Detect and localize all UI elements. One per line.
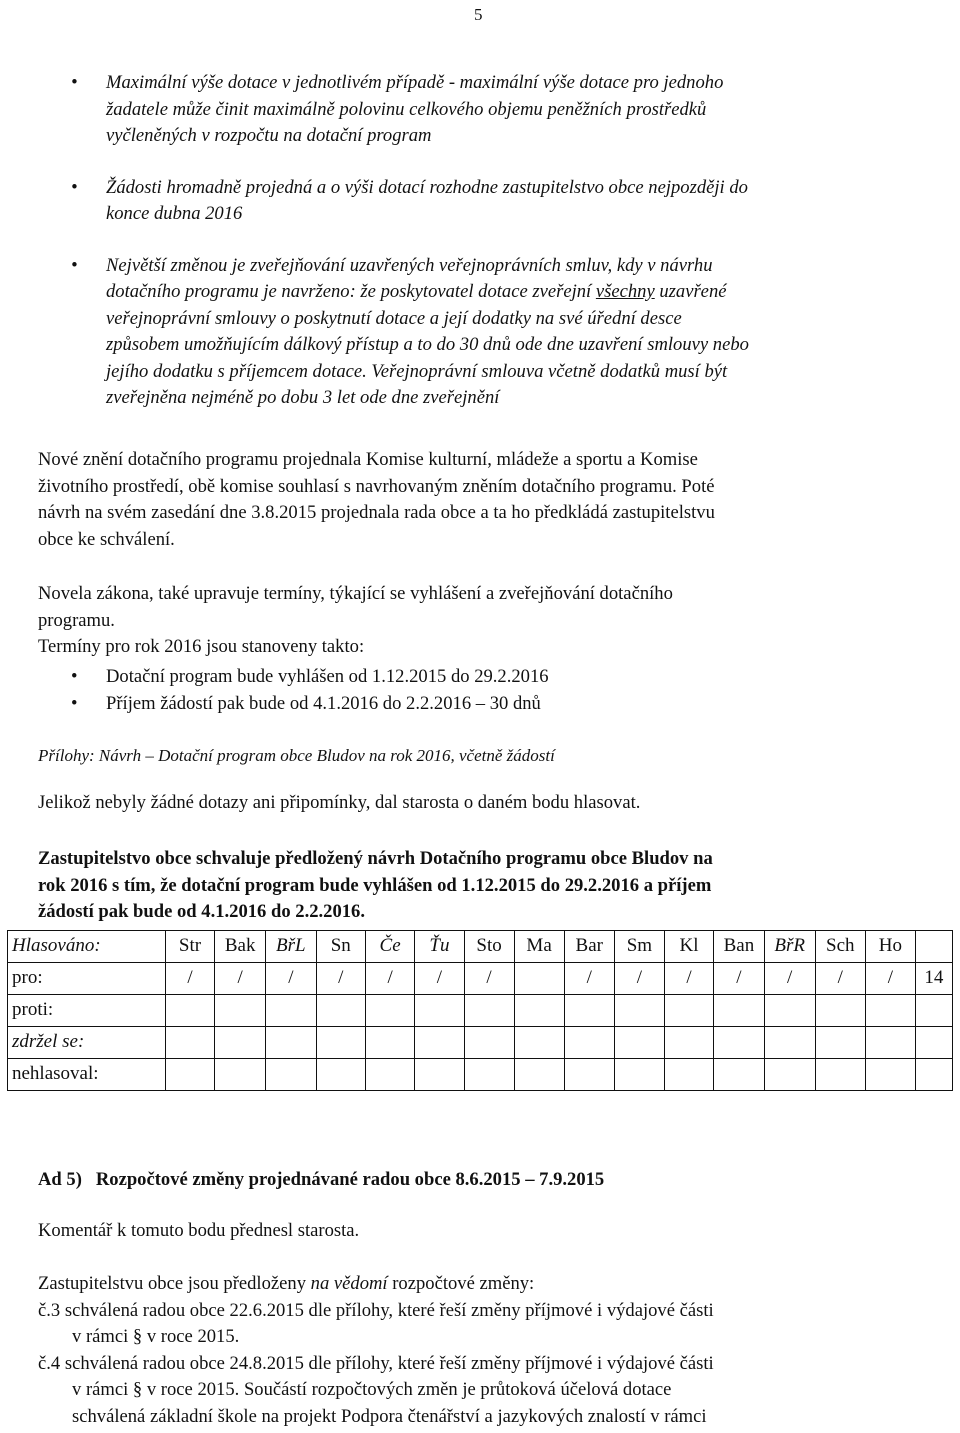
vote-mark: / <box>165 963 215 995</box>
bullet-line: konce dubna 2016 <box>106 203 243 224</box>
vote-mark <box>266 1027 317 1059</box>
vote-mark <box>564 1027 614 1059</box>
vote-mark: / <box>266 963 317 995</box>
paragraph-commission <box>38 447 928 553</box>
vote-mark <box>316 1059 365 1091</box>
bullet-line: veřejnoprávní smlouvy o poskytnutí dotace a její dodatky na své úřední desce <box>106 307 682 329</box>
member-cell: Ho <box>866 931 916 963</box>
vote-row-not-voted <box>8 1059 953 1091</box>
paragraph-presented <box>38 1271 928 1430</box>
bullet-list-terms <box>38 664 928 717</box>
vote-mark <box>215 995 266 1027</box>
vote-mark: / <box>764 963 815 995</box>
member-cell: Ban <box>714 931 765 963</box>
vote-mark <box>165 1059 215 1091</box>
vote-mark <box>316 1027 365 1059</box>
change-item-line: v rámci § v roce 2015. Součástí rozpočtových změn je průtoková účelová dotace <box>72 1379 672 1400</box>
bullet-icon: • <box>71 692 78 714</box>
resolution-line: Zastupitelstvo obce schvaluje předložený návrh Dotačního programu obce Bludov na <box>38 848 713 869</box>
vote-mark <box>365 1059 414 1091</box>
vote-mark: / <box>365 963 414 995</box>
vote-mark <box>514 963 564 995</box>
attachments-note: Přílohy: Návrh – Dotační program obce Bludov na rok 2016, včetně žádostí <box>38 746 555 765</box>
vote-mark <box>316 995 365 1027</box>
change-item-line: schválená základní škole na projekt Podpora čtenářství a jazykových znalostí v rámci <box>72 1405 707 1427</box>
vote-total: 14 <box>915 963 952 995</box>
bullet-line: způsobem umožňujícím dálkový přístup a to do 30 dnů ode dne uzavření smlouvy nebo <box>106 334 749 355</box>
vote-mark <box>664 1059 713 1091</box>
vote-mark: / <box>815 963 865 995</box>
vote-mark <box>215 1059 266 1091</box>
member-cell: Sn <box>316 931 365 963</box>
vote-row-against <box>8 995 953 1027</box>
vote-mark <box>815 995 865 1027</box>
member-cell: Sm <box>614 931 664 963</box>
vote-mark <box>464 1027 514 1059</box>
paragraph-comment: Komentář k tomuto bodu přednesl starosta. <box>38 1220 360 1241</box>
vote-mark <box>514 1027 564 1059</box>
vote-mark: / <box>215 963 266 995</box>
vote-total <box>915 995 952 1027</box>
bullet-list-top <box>38 70 928 412</box>
vote-mark <box>614 1059 664 1091</box>
member-cell: Če <box>365 931 414 963</box>
change-item-line: č.3 schválená radou obce 22.6.2015 dle přílohy, které řeší změny příjmové i výdajové části <box>38 1299 714 1321</box>
bullet-text: uzavřené <box>654 281 727 302</box>
vote-mark <box>514 995 564 1027</box>
member-cell: Ma <box>514 931 564 963</box>
member-cell: Bak <box>215 931 266 963</box>
vote-mark: / <box>564 963 614 995</box>
bullet-icon: • <box>71 72 78 93</box>
member-cell: Ťu <box>415 931 464 963</box>
text-line: návrh na svém zasedání dne 3.8.2015 projednala rada obce a ta ho předkládá zastupitelstvu <box>38 502 715 523</box>
change-item-line: v rámci § v roce 2015. <box>72 1326 240 1347</box>
vote-mark <box>764 995 815 1027</box>
member-cell: Str <box>165 931 215 963</box>
vote-mark <box>165 995 215 1027</box>
paragraph-amendment <box>38 581 928 661</box>
vote-mark <box>714 1027 765 1059</box>
vote-mark <box>764 1059 815 1091</box>
vote-mark <box>514 1059 564 1091</box>
vote-mark <box>815 1027 865 1059</box>
vote-mark <box>866 1059 916 1091</box>
vote-mark: / <box>866 963 916 995</box>
vote-mark <box>564 995 614 1027</box>
page-number: 5 <box>474 5 483 24</box>
text-line: obce ke schválení. <box>38 528 175 550</box>
vote-mark <box>165 1027 215 1059</box>
vote-mark: / <box>714 963 765 995</box>
member-cell: Kl <box>664 931 713 963</box>
vote-mark <box>266 995 317 1027</box>
total-cell <box>915 931 952 963</box>
vote-row-for <box>8 963 953 995</box>
vote-mark <box>664 1027 713 1059</box>
vote-mark <box>664 995 713 1027</box>
bullet-text: dotačního programu je navrženo: že poskytovatel dotace zveřejní <box>106 281 596 302</box>
text-line: programu. <box>38 609 115 631</box>
bullet-line: žadatele může činit maximálně polovinu celkového objemu peněžních prostředků <box>106 98 707 120</box>
bullet-line: vyčleněných v rozpočtu na dotační program <box>106 125 432 146</box>
bullet-line: jejího dodatku s příjemcem dotace. Veřejnoprávní smlouva včetně dodatků musí být <box>106 360 728 382</box>
vote-mark: / <box>316 963 365 995</box>
bullet-item <box>38 664 928 691</box>
bullet-line: Největší změnou je zveřejňování uzavřených veřejnoprávních smluv, kdy v návrhu <box>106 254 713 276</box>
vote-mark <box>415 1027 464 1059</box>
text-line: Termíny pro rok 2016 jsou stanoveny takto: <box>38 636 365 657</box>
vote-mark <box>614 995 664 1027</box>
vote-total <box>915 1027 952 1059</box>
vote-mark: / <box>464 963 514 995</box>
vote-row-label: proti: <box>8 995 166 1027</box>
vote-row-label: zdržel se: <box>8 1027 166 1059</box>
member-cell: Bar <box>564 931 614 963</box>
vote-mark <box>815 1059 865 1091</box>
resolution-line: rok 2016 s tím, že dotační program bude vyhlášen od 1.12.2015 do 29.2.2016 a příjem <box>38 874 712 896</box>
underlined-word: všechny <box>595 281 655 302</box>
text-line: Nové znění dotačního programu projednala Komise kulturní, mládeže a sportu a Komise <box>38 449 698 470</box>
member-cell: Sto <box>464 931 514 963</box>
bullet-item <box>38 691 928 718</box>
bullet-line: Dotační program bude vyhlášen od 1.12.2015 do 29.2.2016 <box>106 666 549 687</box>
vote-mark <box>764 1027 815 1059</box>
bullet-line: Příjem žádostí pak bude od 4.1.2016 do 2.2.2016 – 30 dnů <box>106 692 541 714</box>
vote-mark: / <box>664 963 713 995</box>
paragraph-no-questions: Jelikož nebyly žádné dotazy ani připomínky, dal starosta o daném bodu hlasovat. <box>38 792 641 813</box>
vote-mark <box>415 995 464 1027</box>
vote-mark: / <box>614 963 664 995</box>
vote-mark <box>464 995 514 1027</box>
vote-mark <box>866 995 916 1027</box>
vote-mark <box>714 995 765 1027</box>
vote-row-label: pro: <box>8 963 166 995</box>
vote-mark <box>215 1027 266 1059</box>
vote-mark <box>365 1027 414 1059</box>
resolution <box>38 846 928 926</box>
text-line: Novela zákona, také upravuje termíny, týkající se vyhlášení a zveřejňování dotačního <box>38 583 673 604</box>
vote-header-label: Hlasováno: <box>8 931 166 963</box>
vote-mark: / <box>415 963 464 995</box>
text-line: životního prostředí, obě komise souhlasí s navrhovaným zněním dotačního programu. Poté <box>38 475 715 497</box>
vote-mark <box>564 1059 614 1091</box>
member-cell: Sch <box>815 931 865 963</box>
bullet-line: Maximální výše dotace v jednotlivém případě - maximální výše dotace pro jednoho <box>106 72 724 93</box>
member-cell: BřR <box>764 931 815 963</box>
vote-row-label: nehlasoval: <box>8 1059 166 1091</box>
vote-mark <box>614 1027 664 1059</box>
bullet-icon: • <box>71 254 78 276</box>
vote-table <box>7 930 953 1091</box>
bullet-item <box>38 175 928 228</box>
vote-mark <box>266 1059 317 1091</box>
text-fragment: Zastupitelstvu obce jsou předloženy <box>38 1273 311 1294</box>
bullet-line: Žádosti hromadně projedná a o výši dotací rozhodne zastupitelstvo obce nejpozději do <box>106 176 748 198</box>
bullet-icon: • <box>71 666 78 687</box>
bullet-icon: • <box>71 176 78 198</box>
vote-mark <box>365 995 414 1027</box>
vote-mark <box>866 1027 916 1059</box>
bullet-item <box>38 70 928 150</box>
vote-row-abstain <box>8 1027 953 1059</box>
vote-total <box>915 1059 952 1091</box>
bullet-line <box>106 279 928 306</box>
vote-mark <box>714 1059 765 1091</box>
text-fragment-italic: na vědomí <box>310 1273 388 1294</box>
text-fragment: rozpočtové změny: <box>387 1273 535 1294</box>
resolution-line: žádostí pak bude od 4.1.2016 do 2.2.2016. <box>38 901 366 922</box>
text-line <box>38 1271 928 1298</box>
vote-header-row <box>8 931 953 963</box>
change-item-line: č.4 schválená radou obce 24.8.2015 dle přílohy, které řeší změny příjmové i výdajové části <box>38 1352 714 1374</box>
section-heading-ad5: Ad 5) Rozpočtové změny projednávané radou obce 8.6.2015 – 7.9.2015 <box>38 1169 605 1190</box>
bullet-item <box>38 253 928 412</box>
vote-mark <box>464 1059 514 1091</box>
vote-mark <box>415 1059 464 1091</box>
bullet-line: zveřejněna nejméně po dobu 3 let ode dne zveřejnění <box>106 387 500 408</box>
member-cell: BřL <box>266 931 317 963</box>
